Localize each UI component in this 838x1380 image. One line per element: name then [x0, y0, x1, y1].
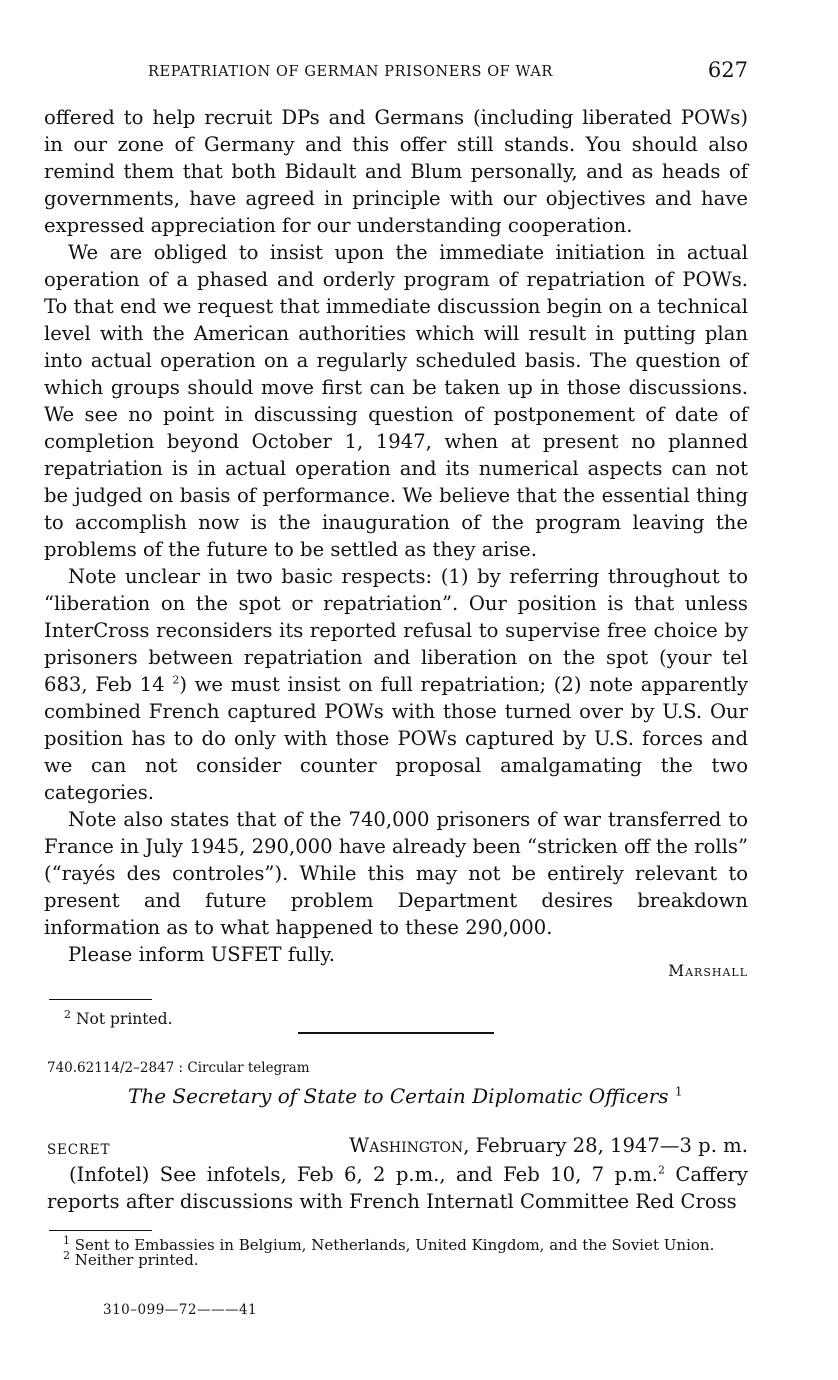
running-title: REPATRIATION OF GERMAN PRISONERS OF WAR: [148, 64, 553, 80]
footnote-divider: [49, 999, 152, 1000]
file-reference: 740.62114/2–2847 : Circular telegram: [47, 1060, 310, 1076]
footnotes: [47, 1234, 748, 1269]
section-divider: [298, 1032, 494, 1034]
dateline-place: Washington: [349, 1134, 464, 1157]
paragraph-3: [44, 563, 748, 806]
telegram-text-a: (Infotel) See infotels, Feb 6, 2 p.m., and Feb 10, 7 p.m.: [69, 1163, 659, 1186]
telegram-footnote-ref: 2: [658, 1163, 666, 1177]
telegram-paragraph: [47, 1161, 748, 1215]
body-text: [44, 104, 748, 968]
footnote-2-marker: 2: [63, 1249, 70, 1262]
paragraph-4: Note also states that of the 740,000 prisoners of war transferred to France in July 1945, 290,000 have already been “stricken off the rolls” (“rayés des controles”). While this may not be entirely relevant to present and future problem Department desires breakdown information as to what happened to these 290,000.: [44, 808, 748, 939]
document-title: [128, 1084, 683, 1108]
footnote-2-text: Neither printed.: [74, 1251, 199, 1269]
footnote-marker: 2: [64, 1007, 71, 1021]
paragraph-3-text-a: Note unclear in two basic respects: (1) by referring throughout to “liberation on the spot or repatriation”. Our position is that unless InterCross reconsiders its reported refusal to supervise free choice by prisoners between repatriation and liberation on the spot (your tel 683, Feb 14: [44, 565, 748, 696]
paragraph-2: We are obliged to insist upon the immediate initiation in actual operation of a phased and orderly program of repatriation of POWs. To that end we request that immediate discussion begin on a technical level with the American authorities which will result in putting plan into actual operation on a regularly scheduled basis. The question of which groups should move first can be taken up in those discussions. We see no point in discussing question of postponement of date of completion beyond October 1, 1947, when at present no planned repatriation is in actual operation and its numerical aspects can not be judged on basis of performance. We believe that the essential thing to accomplish now is the inauguration of the program leaving the problems of the future to be settled as they arise.: [44, 241, 748, 561]
title-footnote-ref: 1: [674, 1084, 683, 1099]
page-number: 627: [707, 58, 748, 82]
dateline: [349, 1134, 748, 1157]
signature: Marshall: [668, 962, 748, 980]
footnote-1-text: Sent to Embassies in Belgium, Netherlands, United Kingdom, and the Soviet Union.: [74, 1236, 715, 1254]
print-code: 310–099—72———41: [103, 1302, 258, 1318]
footnote: [64, 1007, 173, 1028]
document-title-text: The Secretary of State to Certain Diplomatic Officers: [128, 1084, 669, 1108]
footnote-divider-2: [49, 1230, 152, 1231]
paragraph-3-text-b: ) we must insist on full repatriation; (2) note apparently combined French captured POWs with those turned over by U.S. Our position has to do only with those POWs captured by U.S. forces and we can not consider counter proposal amalgamating the two categories.: [44, 673, 749, 804]
paragraph-1: offered to help recruit DPs and Germans (including liberated POWs) in our zone of Germany and this offer still stands. You should also remind them that both Bidault and Blum personally, and as heads of governments, have agreed in principle with our objectives and have expressed appreciation for our understanding cooperation.: [44, 106, 748, 237]
footnote-ref-2: 2: [172, 673, 180, 687]
running-head: [148, 58, 748, 88]
paragraph-5: Please inform USFET fully.: [68, 943, 335, 966]
footnote-text: Not printed.: [75, 1010, 173, 1028]
dateline-date: , February 28, 1947—3 p. m.: [463, 1134, 748, 1157]
telegram-body: [47, 1161, 748, 1215]
footnote-2: [47, 1249, 748, 1269]
telegram-text-b: Caffery reports after discussions with French Internatl Committee Red Cross: [47, 1163, 748, 1213]
footnote-1-marker: 1: [63, 1234, 70, 1247]
classification-label: SECRET: [47, 1142, 111, 1158]
